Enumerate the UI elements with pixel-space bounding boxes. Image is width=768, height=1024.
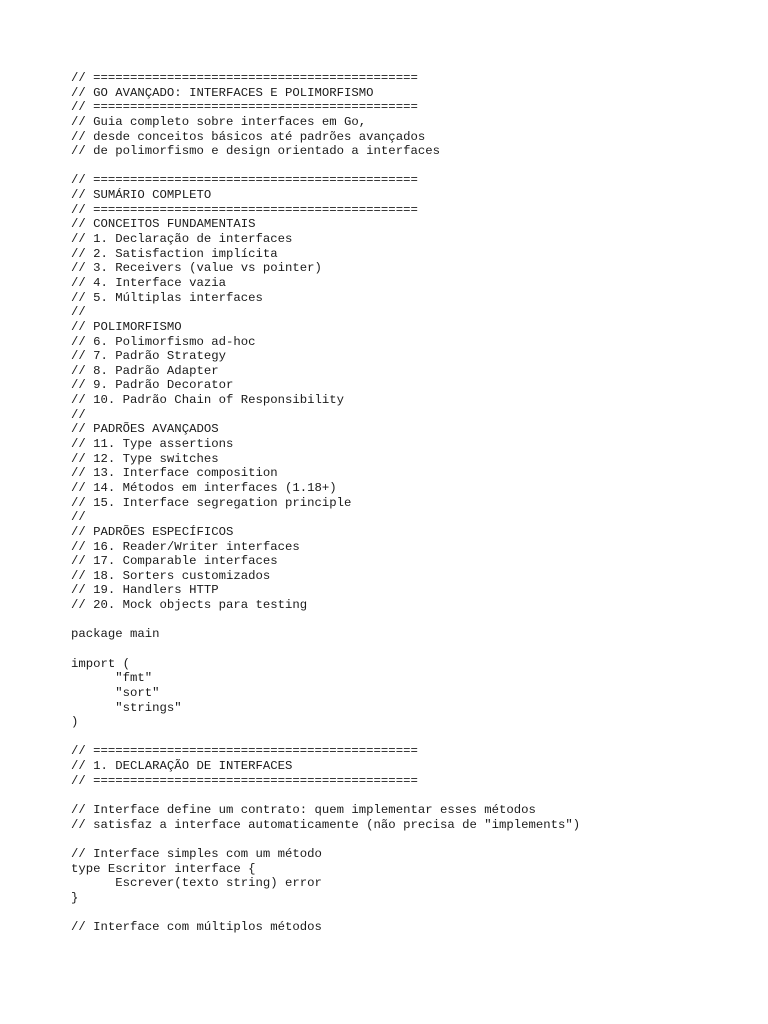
- code-line: // GO AVANÇADO: INTERFACES E POLIMORFISMO: [71, 85, 374, 100]
- code-line: // 7. Padrão Strategy: [71, 349, 226, 364]
- code-line: // ============================================: [71, 173, 418, 188]
- code-line: //: [71, 510, 86, 525]
- code-line: }: [71, 890, 79, 905]
- code-line: [71, 788, 751, 803]
- code-line: //: [71, 407, 86, 422]
- code-line: // 19. Handlers HTTP: [71, 583, 219, 598]
- code-line: [71, 613, 751, 628]
- code-line: type Escritor interface {: [71, 861, 256, 876]
- code-line: [71, 730, 751, 745]
- code-line: // 3. Receivers (value vs pointer): [71, 261, 322, 276]
- code-line: // 18. Sorters customizados: [71, 568, 271, 583]
- code-line: "sort": [71, 685, 160, 700]
- code-line: // 2. Satisfaction implícita: [71, 246, 278, 261]
- code-line: package main: [71, 627, 160, 642]
- code-line: // 1. DECLARAÇÃO DE INTERFACES: [71, 759, 293, 774]
- code-line: // PADRÕES AVANÇADOS: [71, 422, 219, 437]
- code-line: // 9. Padrão Decorator: [71, 378, 234, 393]
- code-line: // 5. Múltiplas interfaces: [71, 290, 263, 305]
- code-line: // POLIMORFISMO: [71, 319, 182, 334]
- code-line: // ============================================: [71, 744, 418, 759]
- code-line: // ============================================: [71, 202, 418, 217]
- code-line: // 13. Interface composition: [71, 466, 278, 481]
- code-line: // 14. Métodos em interfaces (1.18+): [71, 480, 337, 495]
- code-line: Escrever(texto string) error: [71, 876, 322, 891]
- code-line: "strings": [71, 700, 182, 715]
- code-line: // ============================================: [71, 71, 418, 85]
- code-line: "fmt": [71, 671, 153, 686]
- code-line: // 8. Padrão Adapter: [71, 363, 219, 378]
- code-line: // ============================================: [71, 773, 418, 788]
- code-line: //: [71, 305, 86, 320]
- code-line: // 11. Type assertions: [71, 437, 234, 452]
- code-line: [71, 832, 751, 847]
- code-line: // 17. Comparable interfaces: [71, 554, 278, 569]
- code-line: // Guia completo sobre interfaces em Go,: [71, 114, 367, 129]
- code-line: // SUMÁRIO COMPLETO: [71, 188, 212, 203]
- code-line: [71, 159, 751, 174]
- code-line: // 12. Type switches: [71, 451, 219, 466]
- code-line: // 15. Interface segregation principle: [71, 495, 352, 510]
- code-line: // 10. Padrão Chain of Responsibility: [71, 393, 345, 408]
- code-document: [71, 71, 751, 935]
- code-line: // 6. Polimorfismo ad-hoc: [71, 334, 256, 349]
- code-line: [71, 906, 751, 921]
- code-line: // satisfaz a interface automaticamente (não precisa de "implements"): [71, 817, 581, 832]
- code-line: // Interface simples com um método: [71, 846, 322, 861]
- code-line: // 1. Declaração de interfaces: [71, 232, 293, 247]
- code-line: // CONCEITOS FUNDAMENTAIS: [71, 217, 256, 232]
- code-line: // desde conceitos básicos até padrões avançados: [71, 129, 426, 144]
- code-line: // 4. Interface vazia: [71, 275, 226, 290]
- code-line: // 20. Mock objects para testing: [71, 598, 308, 613]
- code-line: // ============================================: [71, 100, 418, 115]
- code-line: // Interface com múltiplos métodos: [71, 920, 322, 935]
- code-line: // 16. Reader/Writer interfaces: [71, 539, 300, 554]
- code-line: [71, 642, 751, 657]
- code-line: // Interface define um contrato: quem implementar esses métodos: [71, 803, 536, 818]
- code-line: // de polimorfismo e design orientado a interfaces: [71, 144, 440, 159]
- code-line: import (: [71, 656, 131, 671]
- code-line: ): [71, 715, 79, 730]
- code-line: // PADRÕES ESPECÍFICOS: [71, 524, 234, 539]
